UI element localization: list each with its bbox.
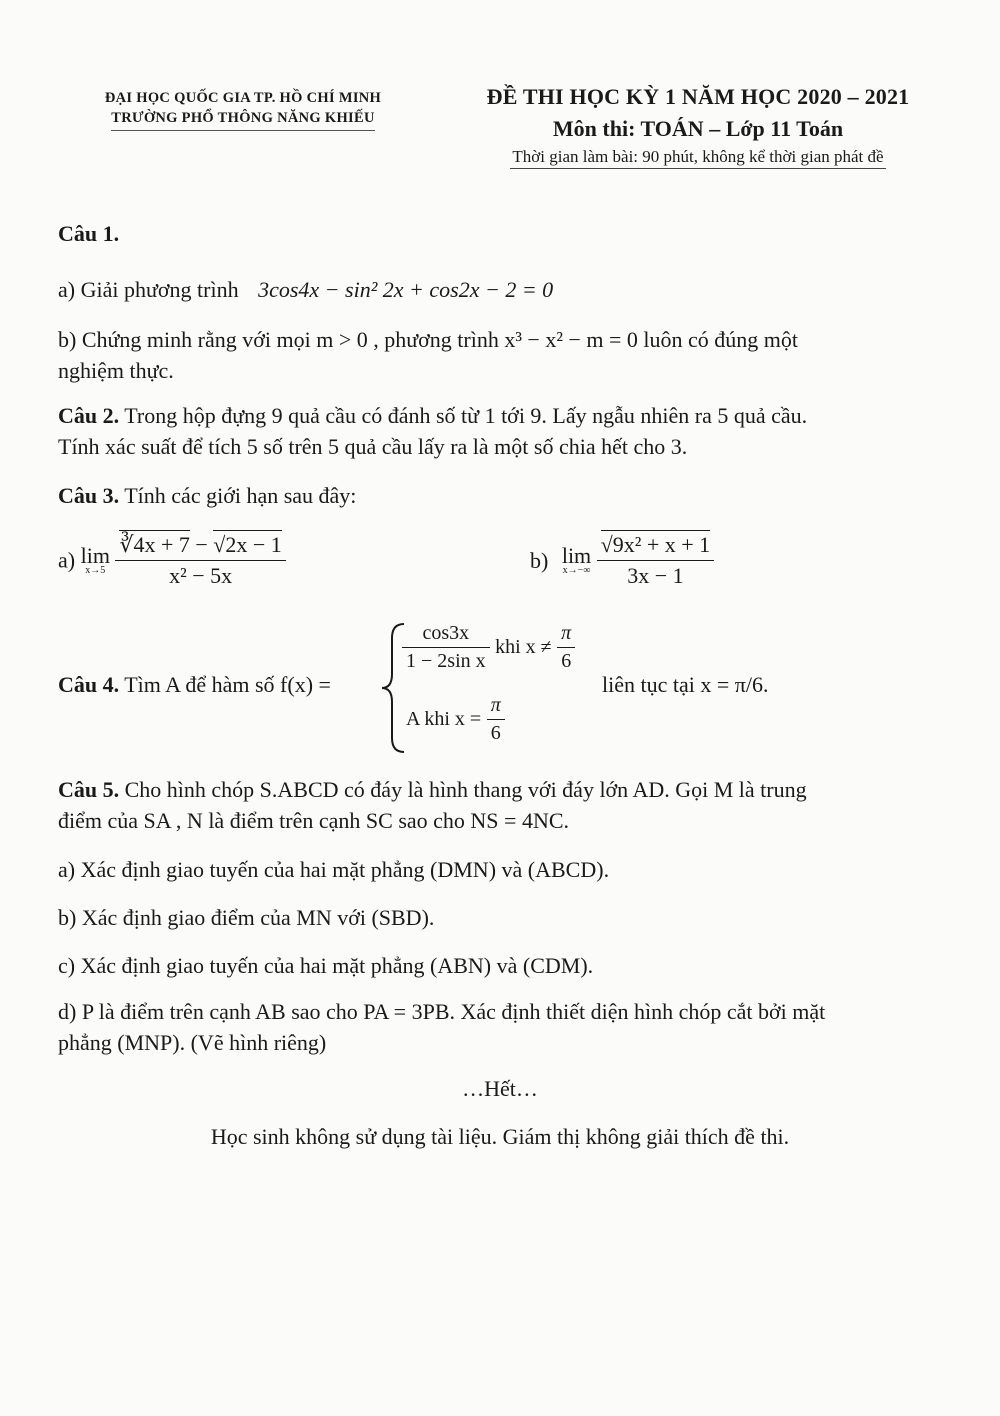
- q4-text: Tìm A để hàm số f(x) =: [124, 672, 331, 697]
- q3-b-limit: [561, 542, 592, 576]
- q4-label: Câu 4.: [58, 672, 120, 697]
- q3-label: Câu 3.: [58, 483, 120, 508]
- q3-b-lim-word: lim: [561, 542, 592, 568]
- q5-part-a: a) Xác định giao tuyến của hai mặt phẳng (DMN) và (ABCD).: [58, 857, 610, 882]
- q1-a-text: a) Giải phương trình: [58, 277, 239, 302]
- q4-case1-six: 6: [561, 650, 572, 672]
- question-5: [58, 774, 948, 836]
- q2-line2: Tính xác suất để tích 5 số trên 5 quả cầu lấy ra là một số chia hết cho 3.: [58, 434, 688, 459]
- q1-part-a: [58, 274, 948, 305]
- q1-a-equation: 3cos4x − sin² 2x + cos2x − 2 = 0: [258, 277, 554, 302]
- q4-case-1: [402, 622, 575, 673]
- q3-part-a: [58, 532, 286, 604]
- q3-a-limit: [80, 542, 110, 576]
- question-3: [58, 480, 948, 511]
- q2-label: Câu 2.: [58, 403, 120, 428]
- q3-b-lim-sub: x→−∞: [562, 564, 591, 576]
- q5-d-line2: phẳng (MNP). (Vẽ hình riêng): [58, 1030, 327, 1055]
- q5-label: Câu 5.: [58, 777, 120, 802]
- q3-a-label: a): [58, 547, 76, 573]
- q3-part-b: [530, 532, 714, 604]
- q5-line1: Cho hình chóp S.ABCD có đáy là hình thang với đáy lớn AD. Gọi M là trung: [124, 777, 807, 802]
- q3-text: Tính các giới hạn sau đây:: [124, 483, 357, 508]
- q5-part-c: c) Xác định giao tuyến của hai mặt phẳng (ABN) và (CDM).: [58, 953, 594, 978]
- university-name: ĐẠI HỌC QUỐC GIA TP. HỒ CHÍ MINH: [104, 90, 382, 106]
- q3-b-denominator: 3x − 1: [627, 563, 684, 588]
- footer-note: Học sinh không sử dụng tài liệu. Giám thị không giải thích đề thi.: [210, 1124, 790, 1149]
- q4-case1-pi: π: [557, 622, 575, 648]
- q4-case2-six: 6: [490, 722, 501, 744]
- q4-case2-text: A khi x =: [406, 708, 482, 730]
- q3-a-num-cbrt: ∛4x + 7: [119, 532, 190, 557]
- exam-duration: Thời gian làm bài: 90 phút, không kể thời gian phát đề: [510, 147, 885, 169]
- q3-b-fraction: [597, 532, 714, 589]
- exam-header: [438, 84, 958, 169]
- q4-case2-pi: π: [487, 694, 505, 720]
- q3-a-lim-sub: x→5: [85, 564, 106, 576]
- q1-label: Câu 1.: [58, 221, 120, 246]
- q4-case1-condition: khi x ≠: [495, 636, 552, 658]
- question-4: [58, 618, 958, 758]
- q3-a-num-op: −: [189, 532, 214, 557]
- q5-part-d: [58, 996, 948, 1058]
- q3-a-num-sqrt: √2x − 1: [213, 532, 282, 557]
- q3-a-lim-word: lim: [80, 542, 110, 568]
- exam-subject: Môn thi: TOÁN – Lớp 11 Toán: [552, 116, 844, 141]
- end-marker: …Hết…: [462, 1076, 538, 1101]
- q4-tail: liên tục tại x = π/6.: [602, 672, 769, 697]
- question-2: [58, 400, 948, 462]
- q2-line1: Trong hộp đựng 9 quả cầu có đánh số từ 1 tới 9. Lấy ngẫu nhiên ra 5 quả cầu.: [124, 403, 808, 428]
- school-name: TRƯỜNG PHỔ THÔNG NĂNG KHIẾU: [111, 108, 374, 131]
- q4-case-2: [406, 694, 505, 745]
- q1-b-line1: b) Chứng minh rằng với mọi m > 0 , phương trình x³ − x² − m = 0 luôn có đúng một: [58, 327, 798, 352]
- q3-b-numerator: √9x² + x + 1: [600, 532, 711, 557]
- q3-a-denominator: x² − 5x: [169, 563, 233, 588]
- q5-d-line1: d) P là điểm trên cạnh AB sao cho PA = 3PB. Xác định thiết diện hình chóp cắt bởi mặt: [58, 999, 826, 1024]
- q1-part-b: [58, 324, 948, 386]
- q5-part-b: b) Xác định giao điểm của MN với (SBD).: [58, 905, 435, 930]
- school-header: [58, 88, 428, 131]
- q4-case1-numerator: cos3x: [402, 622, 490, 648]
- exam-title: ĐỀ THI HỌC KỲ 1 NĂM HỌC 2020 – 2021: [486, 84, 910, 109]
- q3-b-label: b): [530, 547, 549, 573]
- q3-a-fraction: [115, 532, 285, 589]
- q5-line2: điểm của SA , N là điểm trên cạnh SC sao cho NS = 4NC.: [58, 808, 570, 833]
- q1-b-line2: nghiệm thực.: [58, 358, 174, 383]
- q4-case1-denominator: 1 − 2sin x: [406, 650, 486, 672]
